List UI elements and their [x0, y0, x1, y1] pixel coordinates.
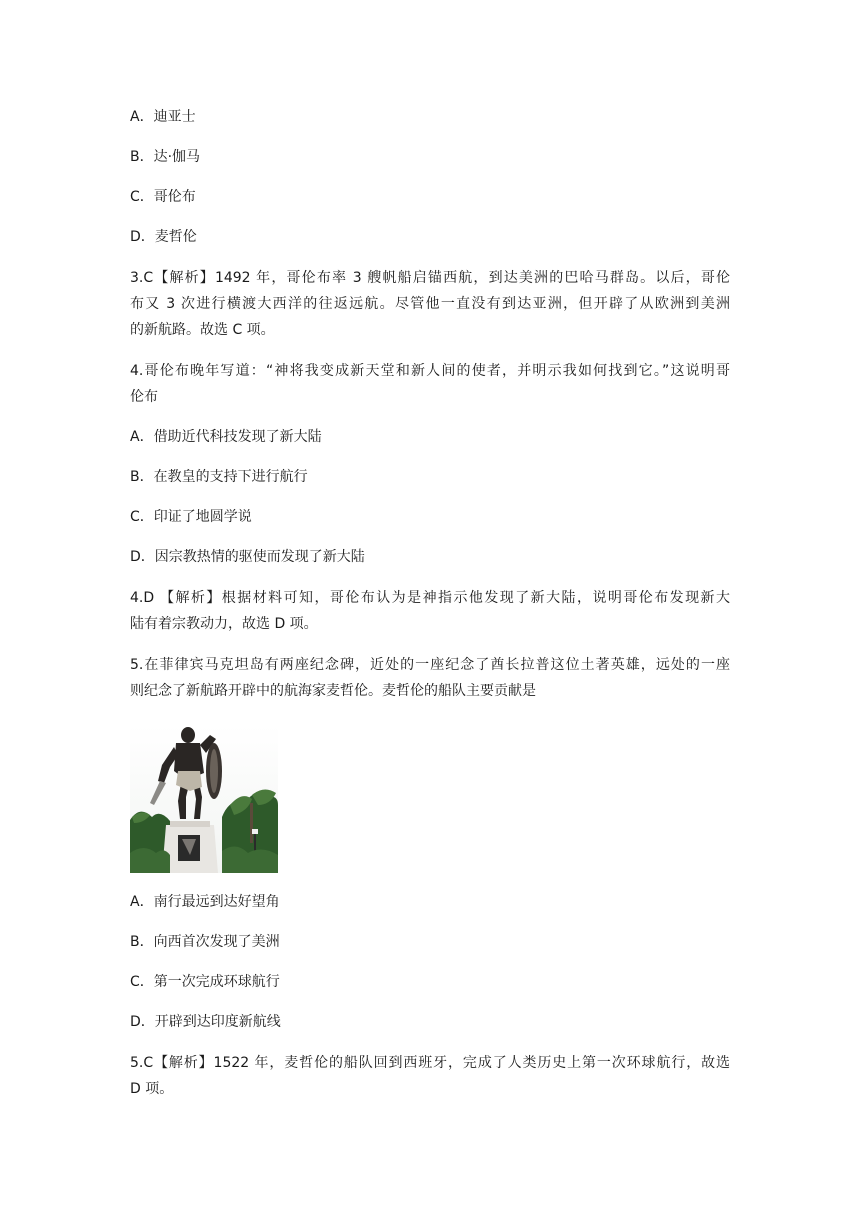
q3-option-c: C．哥伦布 [130, 189, 196, 205]
q4-option-b: B．在教皇的支持下进行航行 [130, 469, 308, 485]
q4-stem-line-2: 伦布 [130, 389, 158, 405]
q5-answer-line-2: D 项。 [130, 1081, 174, 1097]
lapu-lapu-statue-image [130, 725, 278, 873]
q5-option-d: D．开辟到达印度新航线 [130, 1014, 281, 1030]
q4-answer-line-2: 陆有着宗教动力，故选 D 项。 [130, 616, 318, 632]
q4-option-c: C．印证了地圆学说 [130, 509, 252, 525]
q3-option-d: D．麦哲伦 [130, 229, 197, 245]
q4-stem-line-1: 4.哥伦布晚年写道：“神将我变成新天堂和新人间的使者，并明示我如何找到它。”这说明哥 [130, 363, 730, 379]
q3-answer-line-2: 布又 3 次进行横渡大西洋的往返远航。尽管他一直没有到达亚洲，但开辟了从欧洲到美洲 [130, 296, 730, 312]
q4-option-a: A．借助近代科技发现了新大陆 [130, 429, 322, 445]
q5-option-b: B．向西首次发现了美洲 [130, 934, 280, 950]
q5-stem-line-2: 则纪念了新航路开辟中的航海家麦哲伦。麦哲伦的船队主要贡献是 [130, 683, 536, 699]
q4-option-d: D．因宗教热情的驱使而发现了新大陆 [130, 549, 365, 565]
q5-option-a: A．南行最远到达好望角 [130, 894, 280, 910]
q5-answer-line-1: 5.C【解析】1522 年，麦哲伦的船队回到西班牙，完成了人类历史上第一次环球航行，故选 [130, 1055, 730, 1071]
q3-answer-line-1: 3.C【解析】1492 年，哥伦布率 3 艘帆船启锚西航，到达美洲的巴哈马群岛。以后，哥伦 [130, 270, 730, 286]
q3-option-b: B．达·伽马 [130, 149, 201, 165]
q3-answer-line-3: 的新航路。故选 C 项。 [130, 322, 275, 338]
monument-photo [130, 725, 278, 873]
q3-option-a: A．迪亚士 [130, 109, 196, 125]
q4-answer-line-1: 4.D 【解析】根据材料可知，哥伦布认为是神指示他发现了新大陆，说明哥伦布发现新大 [130, 590, 730, 606]
q5-stem-line-1: 5.在菲律宾马克坦岛有两座纪念碑，近处的一座纪念了酋长拉普这位土著英雄，远处的一座 [130, 657, 730, 673]
q5-option-c: C．第一次完成环球航行 [130, 974, 280, 990]
